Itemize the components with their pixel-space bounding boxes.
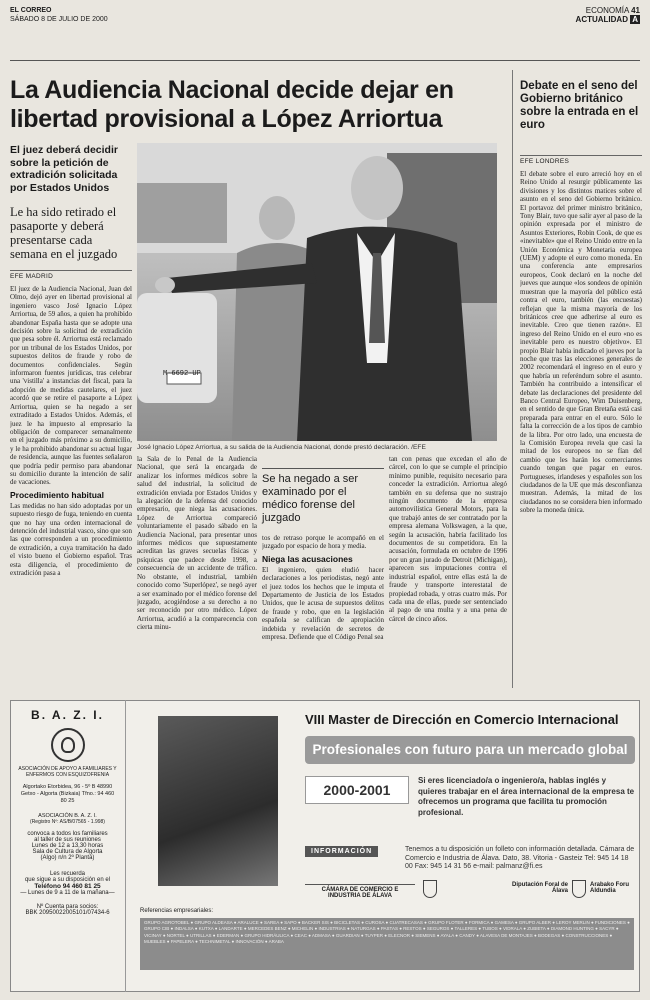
column-2-text: la Sala de lo Penal de la Audiencia Nacional, que será la encargada de analizar los informes médicos sobre la salud del industrial, la solicitud de extradición enviada por Estados Unidos y la alegación de la defensa del conocido empresario, que niega las acusaciones. López de Arriortua compareció voluntariamente el pasado sábado en la Audiencia Nacional, para presentar unos informes médicos que supuestamente acreditan las graves secuelas físicas y psíquicas que padece desde 1998, a consecuencia de un accidente de tráfico. No obstante, el industrial, también conocido como 'Superlópez', se negó ayer a ser examinado por el médico forense del juzgado, acogiéndose a su derecho a no ser reconocido por otro médico. López Arriortua, acudió a la comparecencia con cierta minu- [137,455,257,632]
column-4-text: tan con penas que excedan el año de cárcel, con lo que se cumple el principio mínimo punible, requisito necesario para conceder la extradición. Arriortua alegó también en su defensa que no sustrajo ningún documento de la empresa automovilística General Motors, para la que trabajó antes de ser contratado por la empresa alemana Volkswagen, a la que, según la acusación, habría facilitado los documentos de su competidora. En la acusación, formulada en octubre de 1996 por un gran jurado de Detroit (Michigan), aparecen sus imputaciones contra el industrial español, entre ellas está la de fraude y transporte interestatal de propiedad robada, y otras cuatro más. Por cada una de ellas, puede ser sentenciado al pago de una multa y a una pena de cárcel de cinco años. [389,455,507,623]
article-byline: EFE MADRID [10,270,132,280]
bazi-invite-1: convoca a todos los familiares [27,831,108,837]
bazi-invite-2: al taller de sus reuniones [34,837,101,843]
chamber-name: CÁMARA DE COMERCIO E INDUSTRIA DE ÁLAVA [305,884,415,899]
bazi-ad [10,700,126,992]
bazi-assoc: ASOCIACIÓN B. A. Z. I. [38,813,97,819]
bazi-address: Algortako Etorbidea, 96 - 5º B 48990 Getxo - Algorta (Bizkaia) Tfno.: 94 460 80 25 [20,784,115,804]
sponsor-diputacion: Diputación Foral de Álava [511,882,568,894]
master-years: 2000-2001 [305,776,409,804]
references-list: GRUPO AGROTOBEL ● GRUPO ALDEASA ● ARALUCE ● SAREA ● SAPO ● BACKER SIS ● BICICLETAS ● CUROSA ● CUATRECASAS ● GRUPO FLOTER ● FORMICA ● GAMESA ● GRUPO ALBER ● LEROY MERLIN ● FUNDICIONES ● GRUPO CIB ● INDALSA ● KUTXA ● LANDARTE ● MERCEDES BENZ ● MICHELIN ● INDUSTRIAS ● NATURGAS ● PASTAS ● RESTOS ● SEGUROS ● TALLERES ● TUBOS ● VIDRALA ● ZUBIETA ● DIAMOND HUNTING ● SACYR ● VICINAY ● NORTEL ● UTRILLAS ● EDERMAN ● GRUPO HIDRÁULICA ● CEAC ● ADMASA ● GUARDIAN ● TUYPER ● ELECNOR ● SIEMENS ● AYALA ● CANDY ● ALAVESA DE MONTAJES ● BODEGAS ● CONSTRUCCIONES ● MUEBLES ● PAPELERA ● TECHNIMETAL ● INNOVACIÓN ● ARABA [140,918,634,970]
section-header [576,6,640,24]
column-3-top-text: tos de retraso porque le acompañó en el juzgado por espacio de hora y media. [262,534,384,551]
pull-quote: Se ha negado a ser examinado por el médico forense del juzgado [262,468,384,525]
masthead [10,6,108,24]
car-plate: M-6692-UP [163,370,201,378]
bazi-logo-icon [51,728,85,762]
sponsor-foru: Arabako Foru Aldundia [590,882,630,894]
column-1 [10,285,132,688]
sidebar-title: Debate en el seno del Gobierno británico sobre la entrada en el euro [520,80,639,131]
bazi-bbk: BBK 20950022005101/07434-6 [25,910,110,916]
sponsor-crest-icon [572,880,586,898]
column-1b-text: Las medidas no han sido adoptadas por un supuesto riesgo de fuga, teniendo en cuenta que no hay una orden internacional de detención del industrial vasco, sino que son las que corresponden a un procedimiento de extradición, a cuya tramitación ha dado el visto bueno el Gobierno español. Tras esta diligencia, el procedimiento de extradición pasa a [10,501,132,577]
column-1-text: El juez de la Audiencia Nacional, Juan del Olmo, dejó ayer en libertad provisional al ingeniero vasco José Ignacio López Arriortua, de 59 años, a quien ha prohibido abandonar España hasta que se adopte una decisión sobre la solicitud de extradición que pesa sobre él. Arriortua está reclamado por un tribunal de los Estados Unidos, por supuestos delitos de fraude y robo de documentos confidenciales. Según informaron fuentes jurídicas, tras celebrar una 'vistilla' a instancias del fiscal, para la adopción de medidas cautelares, el juez acordó que se retire el pasaporte a López Arriortua, quien se ha negado a ser extraditado a Estados Unidos. Además, el juez le ha impuesto al empresario la obligación de comparecer semanalmente en el juzgado más próximo a su domicilio, y le ha prohibido abandonar su actual lugar de residencia, aunque las fuentes señalaron que podría pedir permiso para abandonar su domicilio durante la intención de salir de vacaciones. [10,285,132,487]
subhead-procedimiento: Procedimiento habitual [10,489,104,500]
master-ad-photo [158,716,278,886]
section-name: ECONOMÍA [585,6,629,15]
bazi-invite-4: Sala de Cultura de Algorta [32,849,103,855]
bazi-name: B. A. Z. I. [31,708,104,722]
news-photo [137,143,497,441]
bazi-phone: Teléfono 94 460 81 25 [34,883,101,890]
bazi-invite-3: Lunes de 12 a 13,30 horas [31,843,104,849]
sidebar-divider [512,70,513,688]
deck-primary: El juez deberá decidir sobre la petición de extradición solicitada por Estados Unidos [10,144,118,194]
page-number: 41 [631,6,640,15]
master-info: Tenemos a tu disposición un folleto con información detallada. Cámara de Comercio e Industria de Álava. Dato, 38. Vitoria - Gasteiz Tel: 945 14 18 00 Fax: 945 14 31 56 e-mail: palmanz@fi.es [405,846,635,870]
photo-scene [137,143,497,441]
photo-caption: José Ignacio López Arriortua, a su salida de la Audiencia Nacional, donde prestó declaración. /EFE [137,444,426,451]
deck-secondary: Le ha sido retirado el pasaporte y deberá presentarse cada semana en el juzgado [10,205,118,261]
subhead-niega: Niega las acusaciones [262,553,353,564]
column-3-text: El ingeniero, quien eludió hacer declaraciones a los periodistas, negó ante el juez todos los hechos que le imputa el Departamento de Justicia de los Estados Unidos, que le acusa de supuestos delitos de fraude y robo, que en la legislación española se califican de apropiación indebida y revelación de secretos de empresa. Defiende que el Código Penal sea [262,565,384,642]
bazi-invite-5: (Algo) n/n 2º Planta) [40,855,95,861]
bazi-recuerda-1: Les recuerda [49,871,86,877]
references-label: Referencias empresariales: [140,908,214,914]
master-title: VIII Master de Dirección en Comercio Internacional [305,712,619,727]
master-banner: Profesionales con futuro para un mercado global [305,736,635,764]
bazi-account: Nº Cuenta para socios: [36,904,99,910]
paper-name: EL CORREO [10,7,52,14]
bazi-recuerda-2: que sigue a su disposición en el [24,877,111,883]
master-info-label: INFORMACIÓN [305,846,378,857]
bazi-reg: (Registro Nº: AS/B/07565 - 1.998) [30,819,105,825]
bazi-hours: — Lunes de 9 a 11 de la mañana— [20,890,115,896]
subsection-name: ACTUALIDAD [575,15,628,24]
subsection-badge-icon: A [632,15,638,24]
sidebar-body: El debate sobre el euro arreció hoy en el Reino Unido al resurgir públicamente las divisiones y los distintos matices sobre el asunto en el seno del Gobierno británico. El portavoz del primer ministro británico, Tony Blair, tuvo que salir ayer al paso de la opinión expresada por el ministro de Asuntos Exteriores, Robin Cook, de que es «inevitable» que el Reino Unido entre en la Unión Económica y Monetaria europea (UEM) y adopte el euro como moneda. En una conferencia ante empresarios europeos, Cook declaró en la noche del jueves que aunque «los sondeos de opinión muestran que la mayoría del público está contra el euro, también (las encuestas) reflejan que la misma mayoría de los británicos cree que adherirse al euro es inevitable. Creo que tienen razón». El ingreso del Reino Unido en el euro «no es inevitable pero es nuestro objetivo». El propio Blair había indicado el jueves por la noche que tras las elecciones generales de 2002 recomendará el ingreso en el euro y que habría un referéndum sobre el asunto. También ha contribuido a intensificar el debate las declaraciones del presidente del Banco Central Europeo, Wim Duisenberg, en el sentido de que Gran Bretaña está casi preparada para entrar en el euro. Sólo le falta la corrección de a los tipos de cambio de la libra. Por otro lado, una encuesta de la Comisión Europea revela que casi la mitad de los europeos no se fían del cambio que les harán los comerciantes cuando tengan que pagar en euros. Portugueses, irlandeses y españoles son los ciudadanos de la UE que más desconfianza muestran. Además, la mitad de los ciudadanos no se considera bien informado sobre la moneda única. [520,170,642,515]
chamber-crest-icon [423,880,437,898]
issue-date: SÁBADO 8 DE JULIO DE 2000 [10,16,108,23]
header-rule [10,60,640,61]
sidebar-byline: EFE LONDRES [520,155,642,165]
column-3 [262,534,384,688]
master-pitch: Si eres licenciado/a o ingeniero/a, hablas inglés y quieres trabajar en el área internacional de la empresa te ofrecemos un programa que facilita tu promoción profesional. [418,776,635,817]
headline: La Audiencia Nacional decide dejar en libertad provisional a López Arriortua [10,76,454,133]
bazi-org: ASOCIACIÓN DE APOYO A FAMILIARES Y ENFERMOS CON ESQUIZOFRENIA [18,766,117,778]
